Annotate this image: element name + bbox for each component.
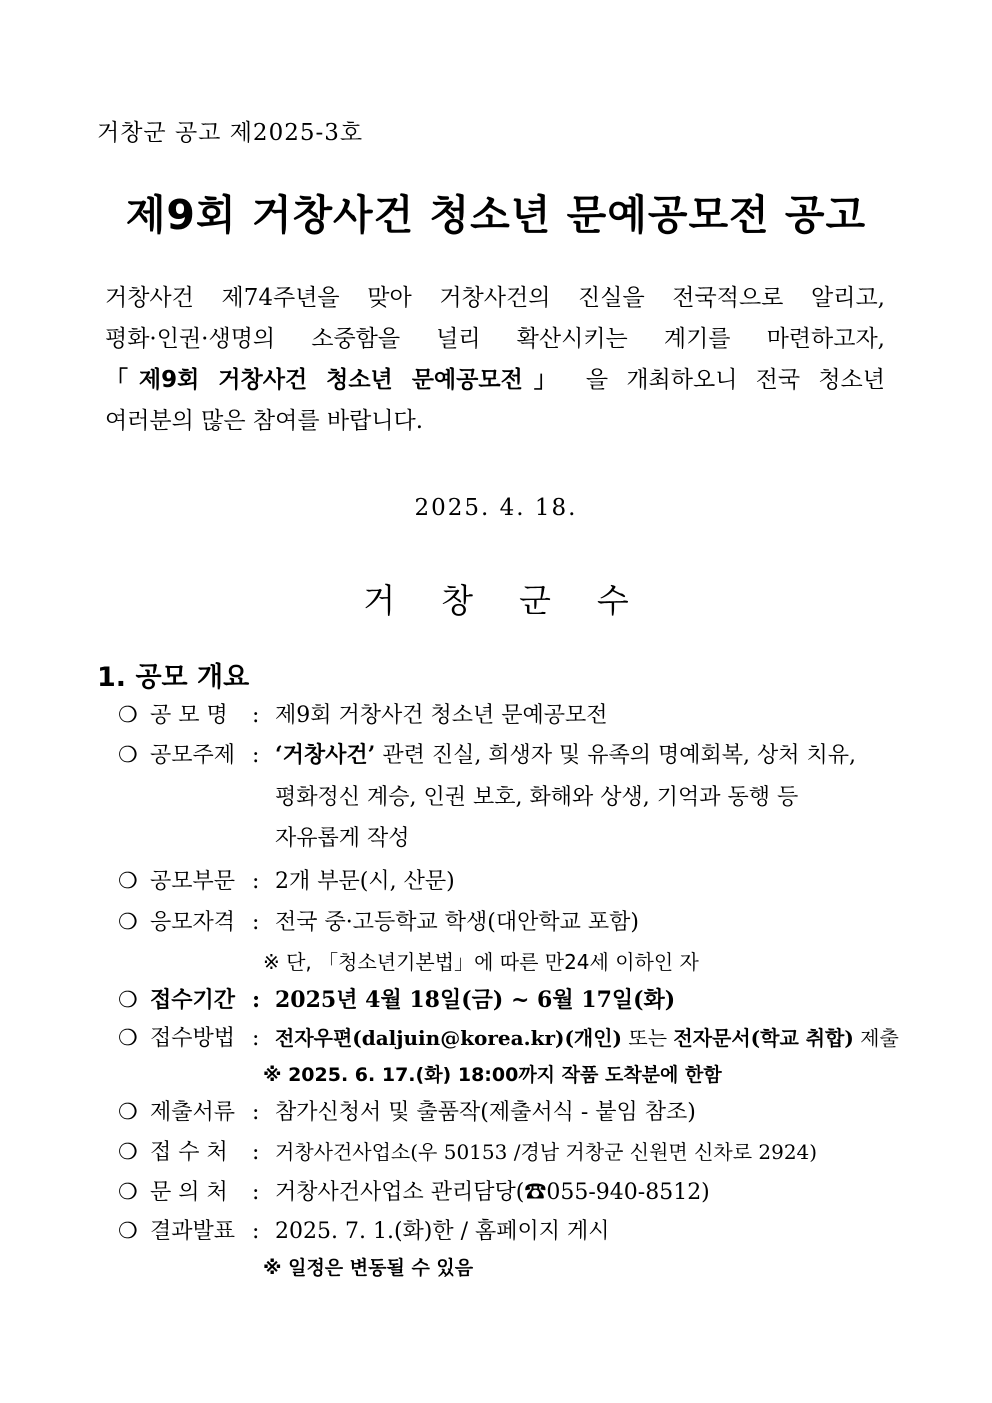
item-continuation: 자유롭게 작성 [275,826,410,851]
colon: : [252,869,260,894]
item-value: 또는 [622,1026,674,1050]
item-value-bold: 전자문서(학교 취합) [673,1026,854,1050]
item-value: 전국 중·고등학교 학생(대안학교 포함) [275,910,639,935]
bullet: ❍ [118,869,138,894]
item-label: 응모자격 [150,910,236,935]
item-value: 2025년 4월 18일(금) ~ 6월 17일(화) [275,987,676,1013]
colon: : [252,1219,260,1244]
item-contest-name [118,698,608,729]
intro-line: 평화·인권·생명의 소중함을 널리 확산시키는 계기를 마련하고자, [105,326,885,352]
item-label: 공 모 명 [150,703,228,728]
intro-line-rest: 을 개최하오니 전국 청소년 [567,367,885,393]
bullet: ❍ [118,743,138,768]
item-label: 결과발표 [150,1219,236,1244]
item-method [118,1021,899,1052]
item-value: 관련 진실, 희생자 및 유족의 명예회복, 상처 치유, [375,743,857,768]
page-title: 제9회 거창사건 청소년 문예공모전 공고 [125,191,867,239]
item-value: 참가신청서 및 출품작(제출서식 - 붙임 참조) [275,1100,696,1125]
colon: : [252,743,260,768]
colon: : [252,1026,260,1051]
colon: : [252,987,261,1013]
item-continuation: 평화정신 계승, 인권 보호, 화해와 상생, 기억과 동행 등 [275,785,799,810]
notice-date: 2025. 4. 18. [414,495,578,521]
item-documents [118,1095,696,1126]
colon: : [252,1180,260,1205]
item-value-bold: ‘거창사건’ [275,742,376,768]
item-label: 접수기간 [150,987,236,1013]
item-results [118,1214,610,1245]
item-value: 거창사건사업소(우 50153 /경남 거창군 신원면 신차로 2924) [275,1140,818,1164]
bullet: ❍ [118,1219,138,1244]
intro-line: 거창사건 제74주년을 맞아 거창사건의 진실을 전국적으로 알리고, [105,285,885,311]
item-value: 2개 부문(시, 산문) [275,869,455,894]
bullet: ❍ [118,1180,138,1205]
item-theme [118,738,856,769]
item-label: 문 의 처 [150,1180,228,1205]
item-value: 제출 [853,1026,899,1050]
item-value: 2025. 7. 1.(화)한 / 홈페이지 게시 [275,1219,610,1244]
bullet: ❍ [118,988,138,1013]
item-label: 공모부문 [150,869,236,894]
intro-line [105,360,885,401]
bullet: ❍ [118,1026,138,1051]
item-label: 제출서류 [150,1100,236,1125]
item-value: 거창사건사업소 관리담당(☎055-940-8512) [275,1180,710,1205]
notice-number: 거창군 공고 제2025-3호 [97,120,364,146]
item-period [118,983,675,1014]
item-label: 접 수 처 [150,1140,228,1165]
method-note: ※ 2025. 6. 17.(화) 18:00까지 작품 도착분에 한함 [263,1064,722,1086]
item-label: 접수방법 [150,1026,236,1051]
item-submit-to [118,1135,817,1166]
colon: : [252,1140,260,1165]
intro-line: 여러분의 많은 참여를 바랍니다. [105,408,424,434]
section-heading: 1. 공모 개요 [97,662,250,693]
item-label: 공모주제 [150,743,236,768]
item-categories [118,864,455,895]
schedule-note: ※ 일정은 변동될 수 있음 [263,1257,474,1279]
bullet: ❍ [118,1140,138,1165]
issuer: 거창군수 [363,581,675,620]
item-eligibility [118,905,639,936]
item-value-bold: 전자우편(daljuin@korea.kr)(개인) [275,1026,623,1050]
colon: : [252,910,260,935]
colon: : [252,1100,260,1125]
item-contact [118,1175,710,1206]
intro-paragraph [105,278,885,442]
bullet: ❍ [118,910,138,935]
colon: : [252,703,260,728]
eligibility-note: ※ 단, 「청소년기본법」에 따른 만24세 이하인 자 [263,950,699,974]
bullet: ❍ [118,1100,138,1125]
item-value: 제9회 거창사건 청소년 문예공모전 [275,703,608,728]
contest-name: 「제9회 거창사건 청소년 문예공모전」 [105,367,568,393]
bullet: ❍ [118,703,138,728]
